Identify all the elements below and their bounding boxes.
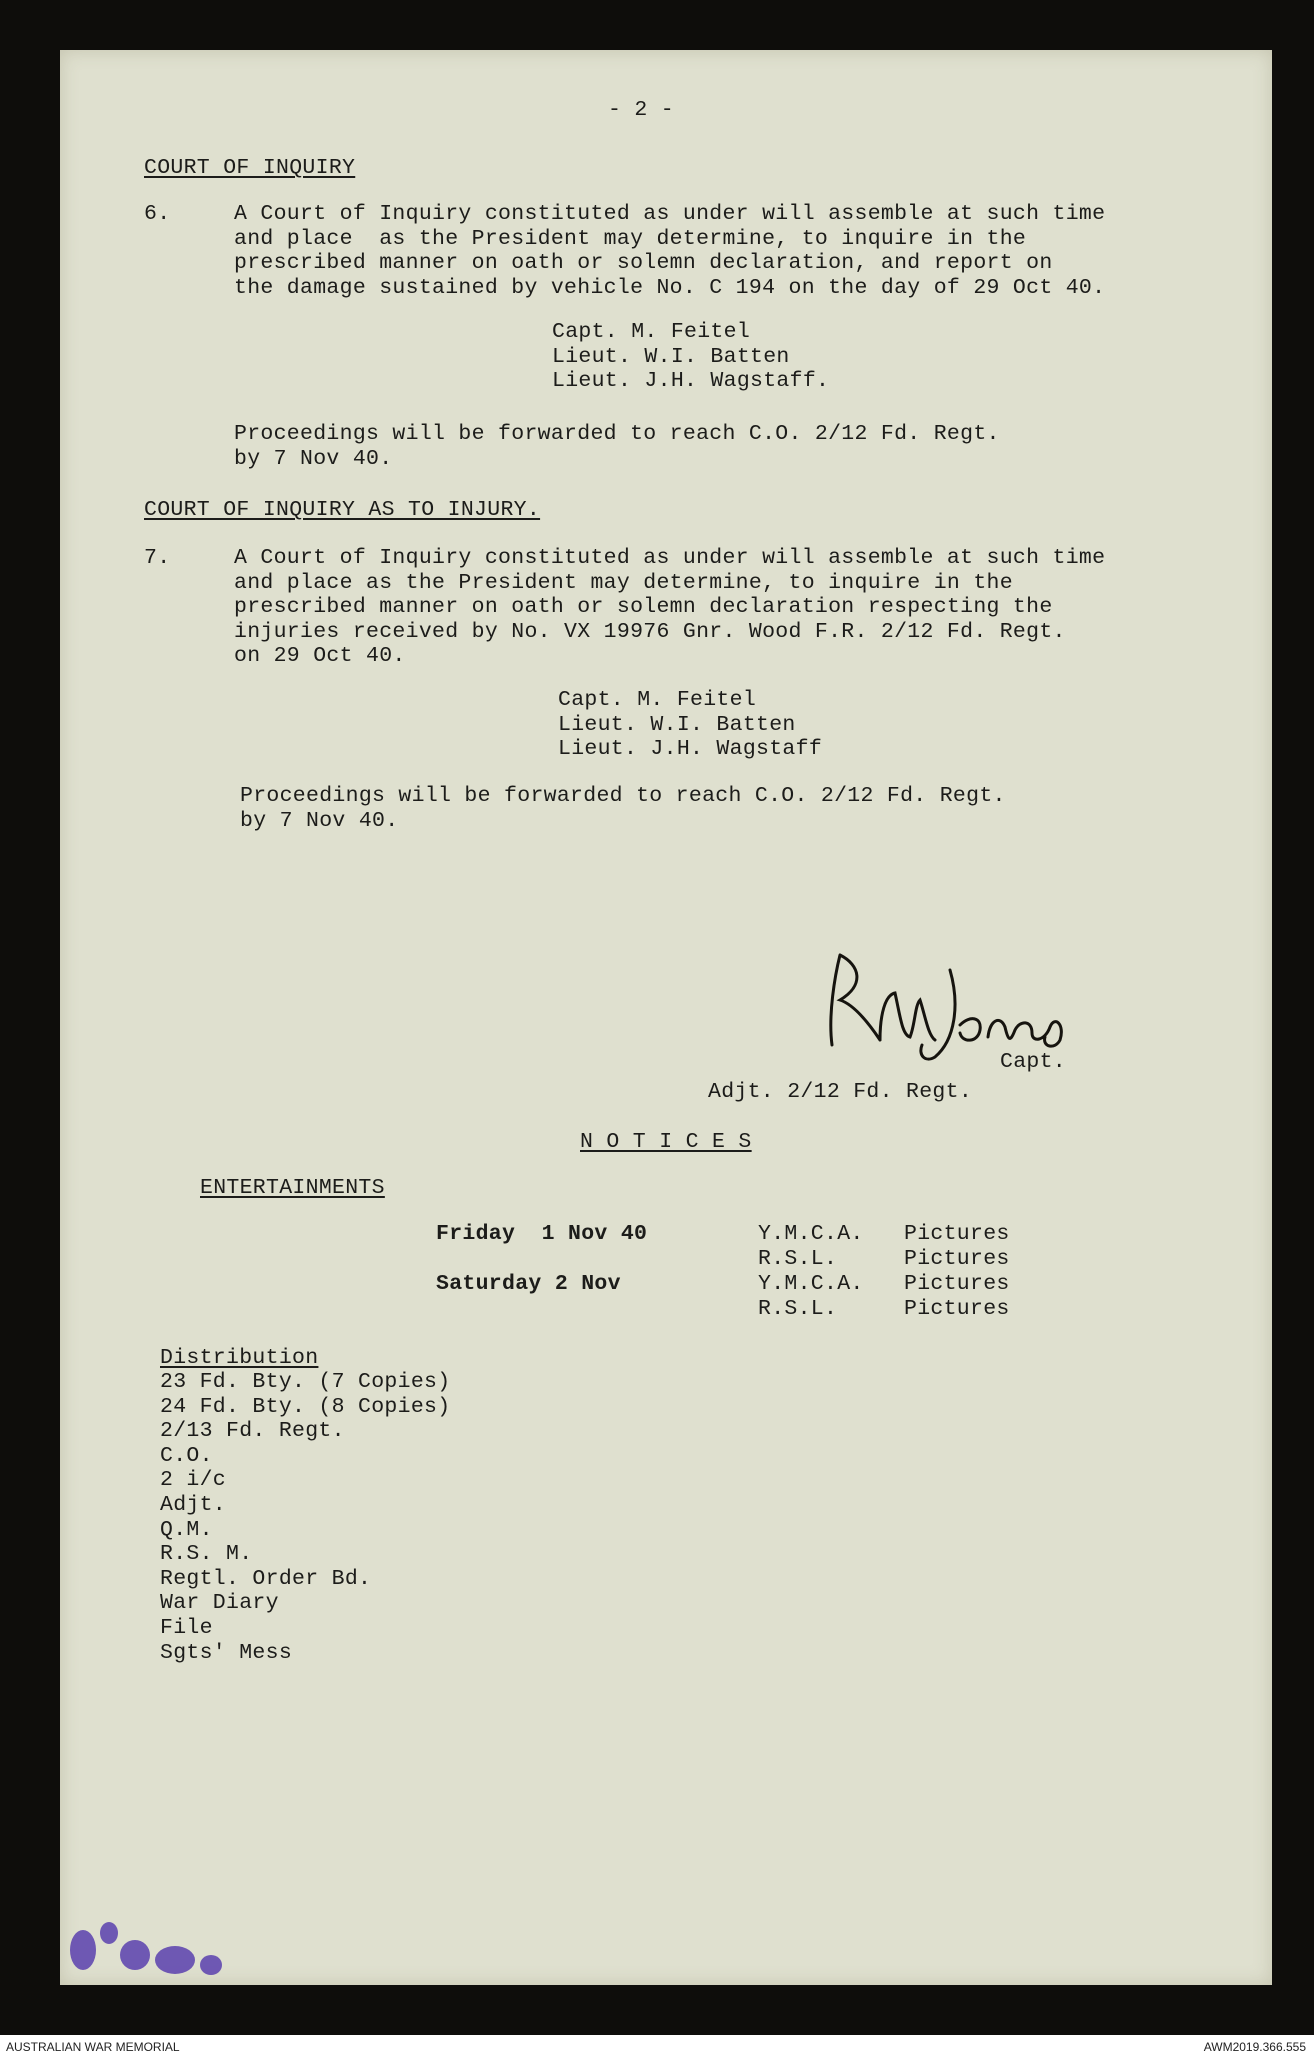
signature-title: Adjt. 2/12 Fd. Regt. bbox=[708, 1080, 973, 1104]
notice-event: Pictures bbox=[904, 1297, 1010, 1321]
signature-rank: Capt. bbox=[1000, 1050, 1067, 1074]
distribution-item: R.S. M. bbox=[160, 1542, 253, 1567]
proceedings-line: by 7 Nov 40. bbox=[234, 446, 393, 471]
member-name: Lieut. W.I. Batten bbox=[552, 344, 790, 369]
notice-event: Pictures bbox=[904, 1247, 1010, 1271]
entertainments-heading: ENTERTAINMENTS bbox=[200, 1176, 385, 1200]
distribution-item: C.O. bbox=[160, 1443, 213, 1468]
paragraph-line: and place as the President may determine, to inquire in the bbox=[234, 226, 1027, 251]
proceedings-6 bbox=[234, 422, 1244, 471]
paragraph-line: prescribed manner on oath or solemn declaration, and report on bbox=[234, 251, 1053, 276]
distribution-item: File bbox=[160, 1615, 213, 1640]
paragraph-line: prescribed manner on oath or solemn declaration respecting the bbox=[234, 595, 1053, 620]
proceedings-line: Proceedings will be forwarded to reach C.O. 2/12 Fd. Regt. bbox=[234, 422, 1000, 446]
member-name: Capt. M. Feitel bbox=[552, 320, 751, 344]
proceedings-line: by 7 Nov 40. bbox=[240, 808, 399, 833]
notice-event: Pictures bbox=[904, 1222, 1010, 1246]
distribution-item: 24 Fd. Bty. (8 Copies) bbox=[160, 1394, 451, 1419]
paragraph-line: and place as the President may determine, to inquire in the bbox=[234, 570, 1013, 595]
notice-day: Friday 1 Nov 40 bbox=[436, 1222, 648, 1246]
paragraph-line: A Court of Inquiry constituted as under will assemble at such time bbox=[234, 546, 1106, 570]
proceedings-7 bbox=[240, 784, 1250, 833]
distribution-item: 2 i/c bbox=[160, 1468, 227, 1493]
distribution-item: 23 Fd. Bty. (7 Copies) bbox=[160, 1370, 451, 1394]
notice-venue: R.S.L. bbox=[758, 1297, 838, 1321]
member-name: Lieut. J.H. Wagstaff. bbox=[552, 369, 830, 394]
notice-event: Pictures bbox=[904, 1272, 1010, 1296]
signature-image bbox=[810, 945, 1070, 1065]
paragraph-number-7: 7. bbox=[144, 546, 171, 570]
paragraph-line: the damage sustained by vehicle No. C 194 on the day of 29 Oct 40. bbox=[234, 275, 1106, 300]
distribution-item: Q.M. bbox=[160, 1517, 213, 1542]
notice-venue: Y.M.C.A. bbox=[758, 1222, 864, 1246]
notices-heading: N O T I C E S bbox=[580, 1130, 752, 1154]
footer-accession-number: AWM2019.366.555 bbox=[1203, 2040, 1306, 2054]
notice-day: Saturday 2 Nov bbox=[436, 1272, 621, 1296]
proceedings-line: Proceedings will be forwarded to reach C.O. 2/12 Fd. Regt. bbox=[240, 784, 1006, 808]
paragraph-line: A Court of Inquiry constituted as under will assemble at such time bbox=[234, 202, 1106, 226]
member-name: Lieut. W.I. Batten bbox=[558, 712, 796, 737]
footer-institution: AUSTRALIAN WAR MEMORIAL bbox=[6, 2040, 180, 2054]
distribution-item: 2/13 Fd. Regt. bbox=[160, 1419, 345, 1444]
notice-venue: Y.M.C.A. bbox=[758, 1272, 864, 1296]
distribution-item: Sgts' Mess bbox=[160, 1640, 293, 1665]
distribution-heading: Distribution bbox=[160, 1346, 319, 1370]
paragraph-line: injuries received by No. VX 19976 Gnr. Wood F.R. 2/12 Fd. Regt. bbox=[234, 619, 1066, 644]
distribution-item: Regtl. Order Bd. bbox=[160, 1566, 372, 1591]
court-members-7 bbox=[558, 688, 958, 762]
paragraph-6-body bbox=[234, 202, 1244, 300]
paragraph-number-6: 6. bbox=[144, 202, 171, 226]
paragraph-7-body bbox=[234, 546, 1244, 669]
member-name: Capt. M. Feitel bbox=[558, 688, 757, 712]
document-page bbox=[60, 50, 1272, 1985]
paragraph-line: on 29 Oct 40. bbox=[234, 644, 406, 669]
section-heading-court-of-inquiry: COURT OF INQUIRY bbox=[144, 156, 356, 180]
distribution-item: War Diary bbox=[160, 1591, 279, 1616]
section-heading-inquiry-injury: COURT OF INQUIRY AS TO INJURY. bbox=[144, 498, 541, 522]
archive-footer bbox=[0, 2035, 1314, 2061]
member-name: Lieut. J.H. Wagstaff bbox=[558, 737, 823, 762]
distribution-item: Adjt. bbox=[160, 1492, 227, 1517]
page-number: - 2 - bbox=[608, 98, 675, 122]
distribution-list bbox=[160, 1370, 660, 1665]
court-members-6 bbox=[552, 320, 952, 394]
notice-venue: R.S.L. bbox=[758, 1247, 838, 1271]
